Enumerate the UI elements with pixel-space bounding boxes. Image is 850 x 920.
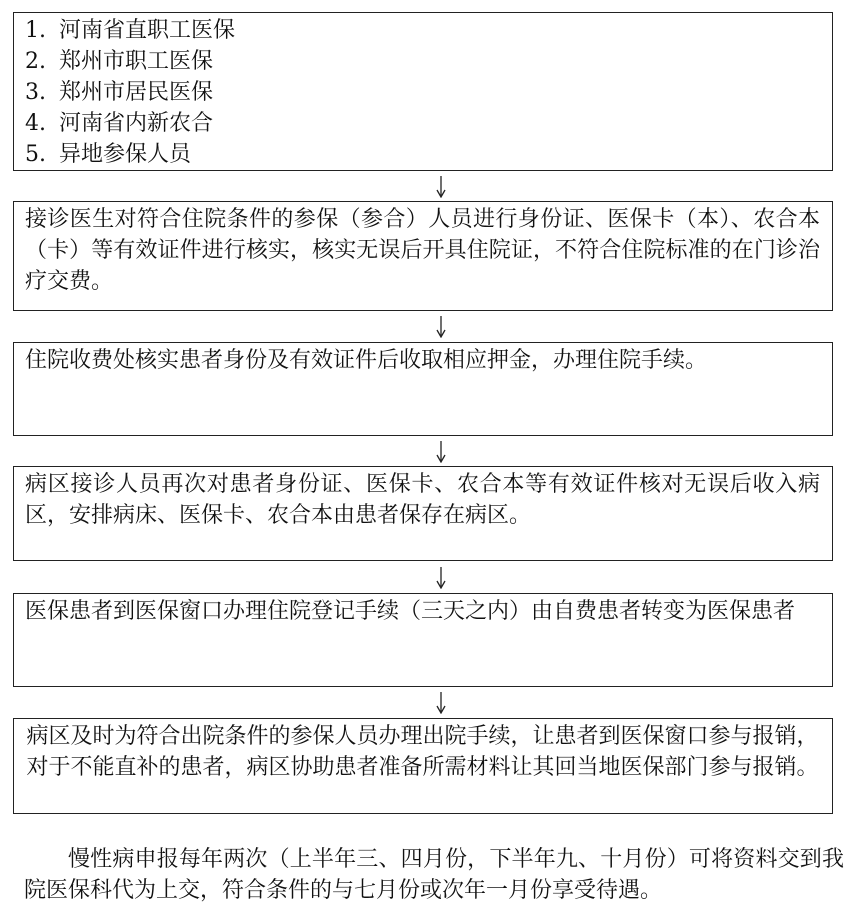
- arrow-down-icon: [434, 441, 448, 463]
- step-2-box: [13, 342, 833, 436]
- insurance-types-list: [25, 15, 820, 170]
- step-3-text: 病区接诊人员再次对患者身份证、医保卡、农合本等有效证件核对无误后收入病区，安排病床、医保卡、农合本由患者保存在病区。: [25, 472, 820, 528]
- step-1-text: 接诊医生对符合住院条件的参保（参合）人员进行身份证、医保卡（本）、农合本（卡）等有效证件进行核实，核实无误后开具住院证，不符合住院标准的在门诊治疗交费。: [25, 207, 820, 294]
- insurance-types-box: [13, 12, 833, 171]
- step-5-text: 病区及时为符合出院条件的参保人员办理出院手续，让患者到医保窗口参与报销，对于不能直补的患者，病区协助患者准备所需材料让其回当地医保部门参与报销。: [26, 724, 819, 780]
- arrow-down-icon: [434, 316, 448, 338]
- step-2-text: 住院收费处核实患者身份及有效证件后收取相应押金，办理住院手续。: [25, 348, 708, 373]
- list-item: 4. 河南省内新农合: [25, 111, 214, 136]
- list-item: 3. 郑州市居民医保: [25, 80, 214, 105]
- list-item: 5. 异地参保人员: [25, 142, 192, 167]
- arrow-down-icon: [434, 567, 448, 589]
- step-5-box: [13, 718, 833, 814]
- step-4-box: [13, 593, 833, 687]
- step-4-text: 医保患者到医保窗口办理住院登记手续（三天之内）由自费患者转变为医保患者: [25, 599, 796, 624]
- step-1-box: [13, 201, 833, 311]
- arrow-down-icon: [434, 692, 448, 714]
- step-3-box: [13, 466, 833, 561]
- arrow-down-icon: [434, 176, 448, 198]
- chronic-disease-note: 慢性病申报每年两次（上半年三、四月份，下半年九、十月份）可将资料交到我院医保科代为上交，符合条件的与七月份或次年一月份享受待遇。: [24, 847, 844, 903]
- list-item: 1. 河南省直职工医保: [25, 18, 236, 43]
- list-item: 2. 郑州市职工医保: [25, 49, 214, 74]
